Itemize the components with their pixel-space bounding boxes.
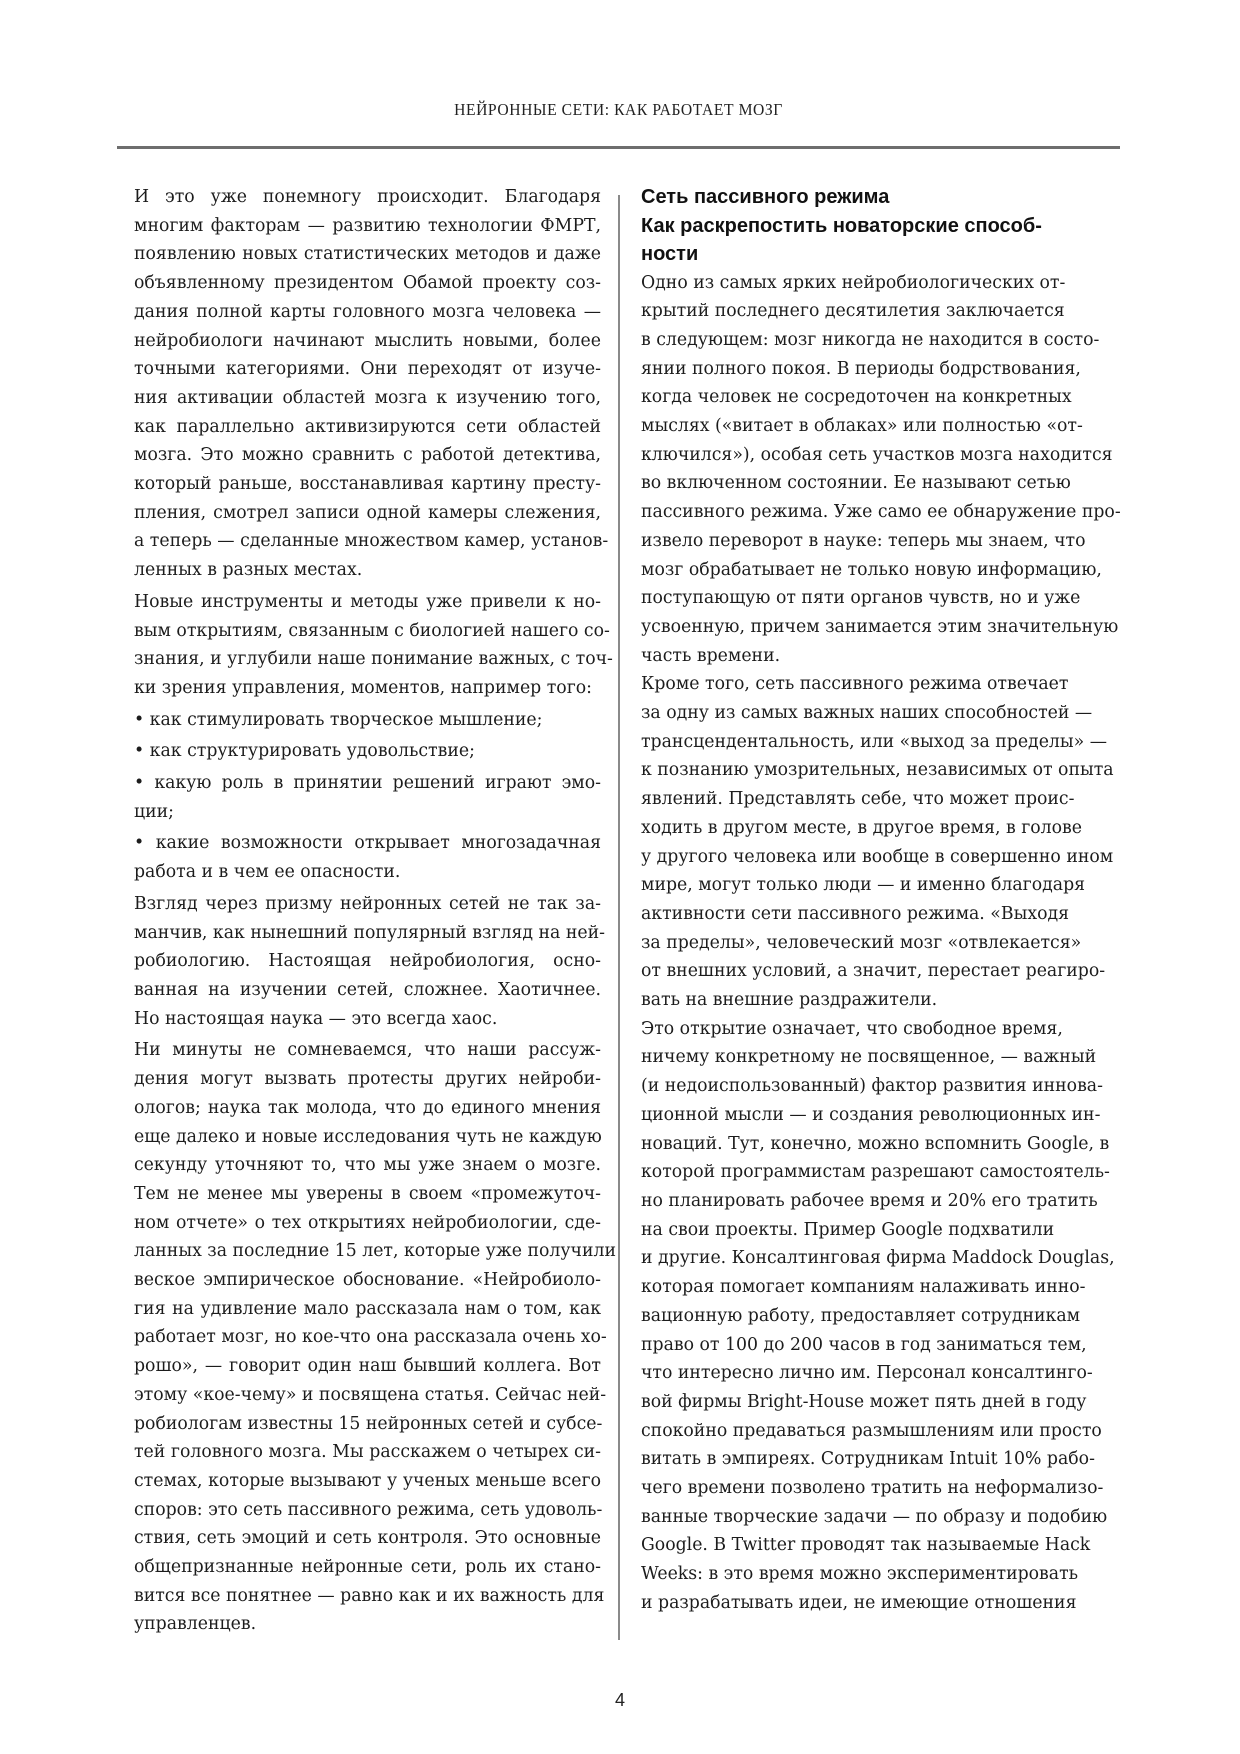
text-line: манчив, как нынешний популярный взгляд на ней- xyxy=(134,922,605,943)
text-line: которая помогает компаниям налаживать инно- xyxy=(641,1277,1086,1298)
text-line: секунду уточняют то, что мы уже знаем о мозге. xyxy=(134,1155,601,1176)
text-line: вать на внешние раздражители. xyxy=(641,990,938,1011)
text-line: ствия, сеть эмоций и сеть контроля. Это основные xyxy=(134,1528,601,1549)
text-line: еще далеко и новые исследования чуть не каждую xyxy=(134,1126,602,1147)
text-line: ключился»), особая сеть участков мозга находится xyxy=(641,444,1113,465)
text-line: у другого человека или вообще в совершенно ином xyxy=(641,846,1114,867)
text-line: Новые инструменты и методы уже привели к но- xyxy=(134,591,601,612)
section-heading xyxy=(641,183,1121,269)
text-line: вой фирмы Bright-House может пять дней в году xyxy=(641,1391,1087,1412)
text-line: ки зрения управления, моментов, например того: xyxy=(134,677,592,698)
heading-line: ности xyxy=(641,243,699,265)
text-line: (и недоиспользованный) фактор развития иннова- xyxy=(641,1076,1103,1097)
text-line: ции; xyxy=(134,801,174,822)
text-line: и другие. Консалтинговая фирма Maddock Douglas, xyxy=(641,1248,1115,1269)
heading-line: Сеть пассивного режима xyxy=(641,186,890,208)
text-line: поступающую от пяти органов чувств, но и уже xyxy=(641,588,1081,609)
paragraph xyxy=(134,829,601,886)
text-line: ходить в другом месте, в другое время, в голове xyxy=(641,817,1083,838)
text-line: Ни минуты не сомневаемся, что наши рассуж- xyxy=(134,1040,601,1061)
text-line: спокойно предаваться размышлениям или просто xyxy=(641,1420,1102,1441)
text-line: дания полной карты головного мозга человека — xyxy=(134,301,601,322)
text-line: вым открытиям, связанным с биологией нашего со- xyxy=(134,620,610,641)
paragraph xyxy=(134,588,613,703)
text-line: как параллельно активизируются сети областей xyxy=(134,416,601,437)
text-line: за пределы», человеческий мозг «отвлекается» xyxy=(641,932,1082,953)
text-line: Взгляд через призму нейронных сетей не так за- xyxy=(134,893,601,914)
left-column xyxy=(134,183,616,1642)
text-line: мыслях («витает в облаках» или полностью «от- xyxy=(641,416,1083,437)
text-line: витать в эмпиреях. Сотрудникам Intuit 10% рабо- xyxy=(641,1449,1095,1470)
text-line: Google. В Twitter проводят так называемые Hack xyxy=(641,1535,1091,1556)
text-line: • какие возможности открывает многозадачная xyxy=(134,833,601,854)
right-column xyxy=(641,183,1121,1618)
text-line: от внешних условий, а значит, перестает реагиро- xyxy=(641,961,1106,982)
text-line: новаций. Тут, конечно, можно вспомнить Google, в xyxy=(641,1133,1110,1154)
text-line: И это уже понемногу происходит. Благодаря xyxy=(134,187,601,207)
text-line: трансцендентальность, или «выход за пределы» — xyxy=(641,731,1107,752)
text-line: рошо», — говорит один наш бывший коллега. Вот xyxy=(134,1356,601,1377)
paragraph xyxy=(134,1036,616,1639)
text-line: крытий последнего десятилетия заключается xyxy=(641,301,1065,322)
text-line: на свои проекты. Пример Google подхватили xyxy=(641,1219,1055,1240)
text-line: дения могут вызвать протесты других нейроби- xyxy=(134,1069,601,1090)
text-line: часть времени. xyxy=(641,645,781,666)
text-line: ванные творческие задачи — по образу и подобию xyxy=(641,1506,1108,1527)
text-line: Тем не менее мы уверены в своем «промежуточ- xyxy=(134,1183,601,1204)
page-number: 4 xyxy=(614,1690,625,1710)
text-line: нейробиологи начинают мыслить новыми, более xyxy=(134,330,601,351)
text-line: ционной мысли — и создания революционных ин- xyxy=(641,1104,1101,1125)
text-line: Кроме того, сеть пассивного режима отвечает xyxy=(641,674,1069,695)
text-line: общепризнанные нейронные сети, роль их стано- xyxy=(134,1557,601,1578)
text-line: которой программистам разрешают самостоятель- xyxy=(641,1162,1110,1183)
text-line: что интересно лично им. Персонал консалтинго- xyxy=(641,1363,1093,1384)
text-line: явлений. Представлять себе, что может проис- xyxy=(641,789,1075,810)
text-line: чего времени позволено тратить на неформализо- xyxy=(641,1478,1104,1499)
text-line: извело переворот в науке: теперь мы знаем, что xyxy=(641,530,1086,551)
text-line: усвоенную, причем занимается этим значительную xyxy=(641,616,1119,637)
text-line: веское эмпирическое обоснование. «Нейробиоло- xyxy=(134,1270,601,1291)
paragraph xyxy=(134,890,605,1034)
text-line: но планировать рабочее время и 20% его тратить xyxy=(641,1191,1098,1211)
text-line: к познанию умозрительных, независимых от опыта xyxy=(641,760,1114,781)
text-line: мозга. Это можно сравнить с работой детектива, xyxy=(134,445,601,466)
text-line: а теперь — сделанные множеством камер, установ- xyxy=(134,531,609,552)
text-line: вится все понятнее — равно как и их важность для xyxy=(134,1585,605,1606)
text-line: точными категориями. Они переходят от изуче- xyxy=(134,359,601,380)
text-line: ном отчете» о тех открытиях нейробиологии, сде- xyxy=(134,1212,601,1233)
text-line: право от 100 до 200 часов в год заниматься тем, xyxy=(641,1334,1087,1355)
text-line: ничему конкретному не посвященное, — важный xyxy=(641,1047,1097,1068)
section-body xyxy=(641,269,1121,1618)
text-line: работа и в чем ее опасности. xyxy=(134,862,401,883)
text-line: знания, и углубили наше понимание важных, с точ- xyxy=(134,649,613,670)
text-line: янии полного покоя. В периоды бодрствования, xyxy=(641,358,1081,379)
text-line: за одну из самых важных наших способностей — xyxy=(641,703,1093,724)
text-line: появлению новых статистических методов и даже xyxy=(134,244,601,265)
text-line: ологов; наука так молода, что до единого мнения xyxy=(134,1097,601,1118)
column-divider xyxy=(618,195,620,1640)
text-line: активности сети пассивного режима. «Выходя xyxy=(641,903,1070,924)
text-line: Одно из самых ярких нейробиологических от- xyxy=(641,272,1066,293)
paragraph xyxy=(134,737,601,766)
text-line: управленцев. xyxy=(134,1614,257,1635)
heading-line: Как раскрепостить новаторские способ- xyxy=(641,214,1042,237)
text-line: робиологию. Настоящая нейробиология, осно- xyxy=(134,951,601,972)
text-line: многим факторам — развитию технологии ФМРТ, xyxy=(134,215,601,236)
text-line: тей головного мозга. Мы расскажем о четырех си- xyxy=(134,1442,601,1463)
text-line: ленных в разных местах. xyxy=(134,560,363,581)
text-line: • как структурировать удовольствие; xyxy=(134,741,475,762)
text-line: работает мозг, но кое-что она рассказала очень хо- xyxy=(134,1327,607,1348)
text-line: когда человек не сосредоточен на конкретных xyxy=(641,387,1072,408)
text-line: во включенном состоянии. Ее называют сетью xyxy=(641,473,1071,494)
text-line: в следующем: мозг никогда не находится в состо- xyxy=(641,329,1100,350)
paragraph xyxy=(134,769,601,826)
paragraph xyxy=(134,183,609,585)
text-line: Это открытие означает, что свободное время, xyxy=(641,1018,1063,1039)
text-line: этому «кое-чему» и посвящена статья. Сейчас ней- xyxy=(134,1384,607,1405)
text-line: Weeks: в это время можно экспериментировать xyxy=(641,1564,1079,1585)
text-line: • как стимулировать творческое мышление; xyxy=(134,709,543,730)
text-line: вационную работу, предоставляет сотрудникам xyxy=(641,1305,1081,1326)
text-line: пассивного режима. Уже само ее обнаружение про- xyxy=(641,502,1121,523)
text-line: мире, могут только люди — и именно благодаря xyxy=(641,875,1086,896)
text-line: ния активации областей мозга к изучению того, xyxy=(134,387,601,408)
paragraph xyxy=(134,706,601,735)
text-line: гия на удивление мало рассказала нам о том, как xyxy=(134,1298,601,1319)
text-line: Но настоящая наука — это всегда хаос. xyxy=(134,1008,498,1029)
header-rule xyxy=(117,146,1120,149)
text-line: мозг обрабатывает не только новую информацию, xyxy=(641,559,1102,580)
text-line: стемах, которые вызывают у ученых меньше всего xyxy=(134,1470,601,1491)
text-line: который раньше, восстанавливая картину престу- xyxy=(134,474,601,495)
running-header-title: НЕЙРОННЫЕ СЕТИ: КАК РАБОТАЕТ МОЗГ xyxy=(454,100,783,119)
text-line: и разрабатывать идеи, не имеющие отношения xyxy=(641,1592,1077,1613)
text-line: споров: это сеть пассивного режима, сеть удоволь- xyxy=(134,1499,603,1520)
text-line: ванная на изучении сетей, сложнее. Хаотичнее. xyxy=(134,979,601,1000)
text-line: объявленному президентом Обамой проекту соз- xyxy=(134,273,601,294)
text-line: робиологам известны 15 нейронных сетей и субсе- xyxy=(134,1413,603,1434)
text-line: пления, смотрел записи одной камеры слежения, xyxy=(134,502,601,523)
text-line: • какую роль в принятии решений играют эмо- xyxy=(134,773,601,794)
text-line: ланных за последние 15 лет, которые уже получили xyxy=(134,1241,616,1262)
